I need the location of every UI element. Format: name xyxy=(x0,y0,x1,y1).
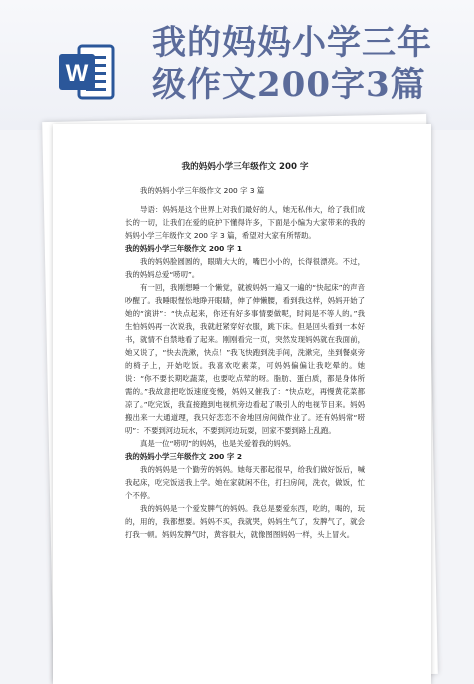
section-1-paragraph: 有一回，我刚想睡一个懒觉，就被妈妈一遍又一遍的“快起床”的声音吵醒了。我睡眼惺忪地睁开眼睛，伸了伸懒腰，看到我这样，妈妈开始了她的“演讲”：“快点起来，你还有好多事情要做呢，时间是不等人的。”我生怕妈妈再一次说我，我就赶紧穿好衣服，跳下床。但是回头看到一本好书，就情不自禁地看了起来。刚刚看完一页，突然发现妈妈就在我面前，她又说了，“快去洗漱，快点！”我飞快跑到洗手间，洗漱完，坐到餐桌旁的椅子上，开始吃饭。我喜欢吃素菜，可妈妈偏偏让我吃晕的。她说：“你不要长期吃蔬菜，也要吃点荤的呀。脂肪、蛋白质，都是身体所需的。”我故意把吃饭速度变慢，妈妈又催我了：“快点吃，再慢黄花菜都凉了。”吃完饭，我直接跑到电视机旁边看起了吸引人的电视节目来。妈妈搬出来一大通道理，我只好恋恋不舍地回房间做作业了。还有妈妈常“唠叨”：不要到河边玩水，不要到河边玩耍，回家不要到路上乱跑。 xyxy=(125,283,365,435)
page-title xyxy=(152,22,462,106)
section-2-paragraph: 我的妈妈是一个爱发脾气的妈妈。我总是要爱东西，吃的，喝的，玩的，用的，我都想要。妈妈不买，我就哭，妈妈生气了，发脾气了，就会打我一顿。妈妈发脾气时，黄容很大，就像图图妈妈一样，头上冒火。 xyxy=(125,504,365,539)
word-letter: W xyxy=(65,60,89,87)
section-1-heading: 我的妈妈小学三年级作文 200 字 1 xyxy=(125,244,242,253)
word-document-icon xyxy=(57,42,117,102)
intro-paragraph: 导语：妈妈是这个世界上对我们最好的人，她无私伟大，给了我们成长的一切，让我们在爱的庇护下懂得许多，下面是小编为大家带来的我的妈妈小学三年级作文 200 字 3 篇，希望对大家有所帮助。 xyxy=(125,205,365,240)
document-title: 我的妈妈小学三年级作文 200 字 xyxy=(181,162,309,172)
document-subtitle: 我的妈妈小学三年级作文 200 字 3 篇 xyxy=(140,186,265,195)
title-line-2: 级作文200字3篇 xyxy=(152,65,426,105)
document-body xyxy=(125,136,365,541)
section-1-paragraph: 我的妈妈脸圆圆的，眼睛大大的，嘴巴小小的，长得很漂亮。不过，我的妈妈总爱“唠叨”。 xyxy=(125,257,365,279)
section-2-paragraph: 我的妈妈是一个勤劳的妈妈。她每天都起很早，给我们做好饭后，喊我起床，吃完饭送我上学。她在家就闲不住，打扫房间，洗衣，做饭，忙个不停。 xyxy=(125,465,365,500)
section-2-heading: 我的妈妈小学三年级作文 200 字 2 xyxy=(125,452,242,461)
banner xyxy=(0,0,474,130)
section-1-paragraph: 真是一位“唠叨”的妈妈，也是关爱着我的妈妈。 xyxy=(140,439,296,448)
document-page xyxy=(53,124,431,684)
title-line-1: 我的妈妈小学三年 xyxy=(152,23,432,63)
